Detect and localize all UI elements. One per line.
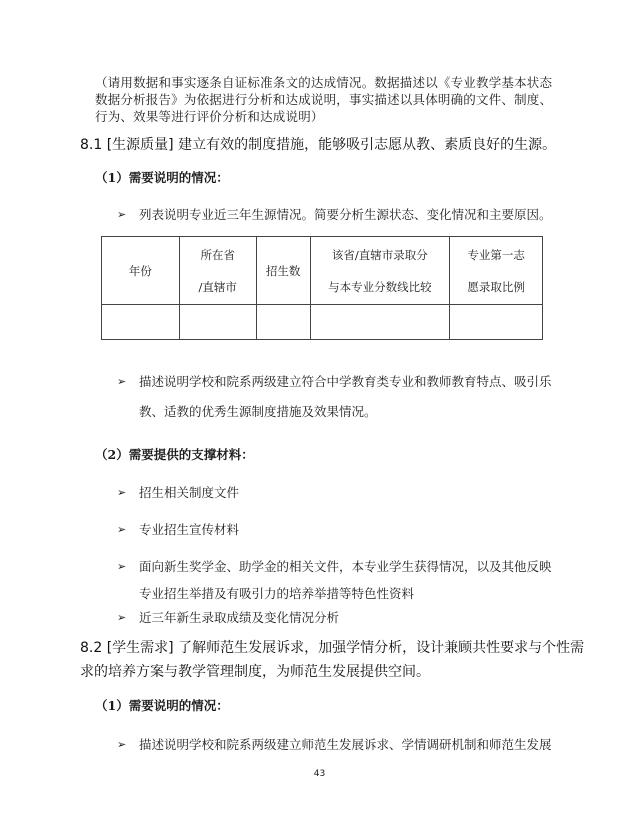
arrow-bullet-icon: ➢ — [117, 611, 127, 624]
arrow-bullet-icon: ➢ — [117, 523, 127, 536]
arrow-bullet-icon: ➢ — [117, 208, 127, 221]
table-cell — [102, 305, 180, 340]
bullet-continuation: 专业招生举措及有吸引力的培养举措等特色性资料 — [139, 586, 415, 601]
bullet-text: 列表说明专业近三年生源情况。简要分析生源状态、变化情况和主要原因。 — [139, 207, 552, 222]
arrow-bullet-icon: ➢ — [117, 486, 127, 499]
intro-line: （请用数据和事实逐条自证标准条文的达成情况。数据描述以《专业教学基本状态 — [95, 75, 553, 90]
bullet-text: 招生相关制度文件 — [139, 485, 240, 500]
section-8-1-heading: 8.1 [生源质量] 建立有效的制度措施，能够吸引志愿从教、素质良好的生源。 — [80, 137, 557, 153]
bullet-text: 专业招生宣传材料 — [139, 522, 240, 537]
intro-paragraph — [95, 74, 555, 125]
heading-line: 求的培养方案与教学管理制度，为师范生发展提供空间。 — [80, 664, 430, 680]
page-number: 43 — [313, 769, 326, 779]
header-cell-year: 年份 — [102, 237, 180, 305]
table-cell — [179, 305, 256, 340]
arrow-bullet-icon: ➢ — [117, 560, 127, 573]
table-cell — [310, 305, 450, 340]
subheading-needs-explanation: （1）需要说明的情况： — [95, 698, 229, 713]
bullet-text: 描述说明学校和院系两级建立师范生发展诉求、学情调研机制和师范生发展 — [139, 737, 552, 752]
header-cell-score-comparison: 该省/直辖市录取分 与本专业分数线比较 — [310, 237, 450, 305]
arrow-bullet-icon: ➢ — [117, 375, 127, 388]
header-cell-first-choice-ratio: 专业第一志 愿录取比例 — [450, 237, 543, 305]
bullet-text: 面向新生奖学金、助学金的相关文件，本专业学生获得情况，以及其他反映 — [139, 559, 552, 574]
arrow-bullet-icon: ➢ — [117, 738, 127, 751]
header-cell-enrollment: 招生数 — [256, 237, 310, 305]
enrollment-table — [101, 236, 543, 340]
table-header-row — [102, 237, 543, 305]
table-cell — [256, 305, 310, 340]
bullet-text: 描述说明学校和院系两级建立符合中学教育类专业和教师教育特点、吸引乐 — [139, 374, 552, 389]
bullet-continuation: 教、适教的优秀生源制度措施及效果情况。 — [139, 404, 377, 419]
header-cell-province: 所在省 /直辖市 — [179, 237, 256, 305]
table-cell — [450, 305, 543, 340]
section-8-2-heading — [80, 636, 584, 684]
intro-line: 行为、效果等进行评价分析和达成说明） — [95, 109, 324, 124]
subheading-needs-explanation: （1）需要说明的情况： — [95, 170, 229, 185]
subheading-supporting-materials: （2）需要提供的支撑材料： — [95, 447, 254, 462]
bullet-text: 近三年新生录取成绩及变化情况分析 — [139, 610, 340, 625]
heading-line: 8.2 [学生需求] 了解师范生发展诉求，加强学情分析，设计兼顾共性要求与个性需 — [80, 640, 585, 656]
intro-line: 数据分析报告》为依据进行分析和达成说明，事实描述以具体明确的文件、制度、 — [95, 92, 553, 107]
table-row — [102, 305, 543, 340]
